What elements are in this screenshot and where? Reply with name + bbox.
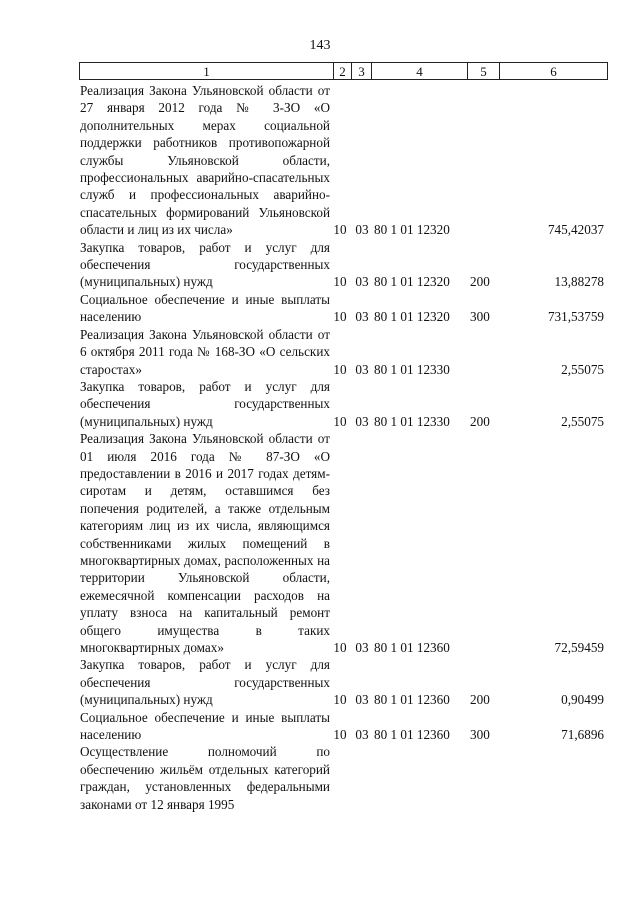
section-code: 10	[333, 692, 347, 708]
expense-type-code	[470, 639, 510, 656]
row-codes	[330, 430, 610, 656]
column-header-row	[80, 63, 608, 80]
target-article-code: 80 1 01 12360	[374, 727, 450, 743]
expense-type-code: 200	[470, 413, 490, 429]
row-description: Закупка товаров, работ и услуг для обеспечения государственных (муниципальных) нужд	[80, 378, 330, 429]
row-code-line	[330, 273, 610, 290]
row-code-line	[330, 361, 610, 378]
row-description: Осуществление полномочий по обеспечению жильём отдельных категорий граждан, установленных федеральными законами от 12 января 1995	[80, 744, 330, 812]
target-article-code: 80 1 01 12360	[374, 640, 450, 655]
table-row	[80, 326, 610, 378]
section-code: 10	[333, 274, 347, 290]
amount-value: 13,88278	[554, 274, 604, 290]
subsection-code: 03	[355, 309, 369, 325]
column-header-2: 2	[334, 63, 352, 80]
subsection-code: 03	[355, 361, 369, 377]
section-code: 10	[333, 222, 347, 238]
table-row	[80, 378, 610, 430]
column-header-3: 3	[352, 63, 372, 80]
row-code-line	[330, 639, 610, 656]
budget-table-body	[80, 82, 610, 813]
amount-value: 745,42037	[547, 222, 604, 238]
page-number: 143	[309, 38, 331, 53]
row-description: Реализация Закона Ульяновской области от 6 октября 2011 года № 168-ЗО «О сельских старостах»	[80, 326, 330, 377]
table-row	[80, 709, 610, 744]
section-code: 10	[333, 727, 347, 743]
expense-type-code	[470, 221, 510, 238]
section-code: 10	[333, 309, 347, 325]
row-description: Социальное обеспечение и иные выплаты населению	[80, 291, 330, 325]
table-row	[80, 430, 610, 656]
row-codes	[330, 378, 610, 430]
row-description: Закупка товаров, работ и услуг для обеспечения государственных (муниципальных) нужд	[80, 657, 330, 708]
row-code-line	[330, 691, 610, 708]
row-codes	[330, 743, 610, 813]
row-code-line	[330, 308, 610, 325]
row-codes	[330, 291, 610, 326]
column-header-5: 5	[468, 63, 500, 80]
amount-value: 2,55075	[561, 361, 604, 377]
expense-type-code: 300	[470, 309, 490, 325]
row-description: Реализация Закона Ульяновской области от 01 июля 2016 года № 87-ЗО «О предоставлении в 2016 и 2017 годах детям-сиротам и детям, оставшимся без попечения родителей, а также отдельным категориям лиц из их числа, являющимся собственниками жилых помещений в многоквартирных домах, расположенных на территории Ульяновской области, ежемесячной компенсации расходов на уплату взноса на капитальный ремонт общего имущества в таких многоквартирных домах»	[80, 431, 330, 655]
subsection-code: 03	[355, 692, 369, 708]
section-code: 10	[333, 640, 347, 655]
row-codes	[330, 709, 610, 744]
table-row	[80, 291, 610, 326]
table-row	[80, 82, 610, 239]
row-description: Реализация Закона Ульяновской области от 27 января 2012 года № 3-ЗО «О дополнительных мерах социальной поддержки работников противопожарной службы Ульяновской области, профессиональных аварийно-спасательных служб и профессиональных аварийно-спасательных формирований Ульяновской области и лиц из их числа»	[80, 83, 330, 238]
subsection-code: 03	[355, 413, 369, 429]
expense-type-code: 300	[470, 727, 490, 743]
row-codes	[330, 326, 610, 378]
column-header-1: 1	[80, 63, 334, 80]
table-row	[80, 743, 610, 813]
amount-value: 71,6896	[561, 727, 604, 743]
row-code-line	[330, 413, 610, 430]
amount-value: 72,59459	[554, 640, 604, 655]
row-codes	[330, 656, 610, 708]
target-article-code: 80 1 01 12360	[374, 692, 450, 708]
target-article-code: 80 1 01 12320	[374, 222, 450, 238]
section-code: 10	[333, 361, 347, 377]
section-code: 10	[333, 413, 347, 429]
amount-value: 0,90499	[561, 692, 604, 708]
row-description: Закупка товаров, работ и услуг для обеспечения государственных (муниципальных) нужд	[80, 239, 330, 290]
amount-value: 2,55075	[561, 413, 604, 429]
table-row	[80, 656, 610, 708]
row-codes	[330, 82, 610, 239]
table-row	[80, 239, 610, 291]
row-code-line	[330, 726, 610, 743]
row-codes	[330, 239, 610, 291]
target-article-code: 80 1 01 12330	[374, 361, 450, 377]
target-article-code: 80 1 01 12320	[374, 274, 450, 290]
expense-type-code: 200	[470, 692, 490, 708]
column-header-table	[79, 62, 608, 80]
expense-type-code	[470, 361, 510, 378]
subsection-code: 03	[355, 727, 369, 743]
target-article-code: 80 1 01 12330	[374, 413, 450, 429]
row-code-line	[330, 221, 610, 238]
amount-value: 731,53759	[547, 309, 604, 325]
subsection-code: 03	[355, 222, 369, 238]
column-header-4: 4	[372, 63, 468, 80]
column-header-6: 6	[500, 63, 608, 80]
row-description: Социальное обеспечение и иные выплаты населению	[80, 709, 330, 743]
target-article-code: 80 1 01 12320	[374, 309, 450, 325]
subsection-code: 03	[355, 640, 369, 655]
subsection-code: 03	[355, 274, 369, 290]
expense-type-code: 200	[470, 274, 490, 290]
